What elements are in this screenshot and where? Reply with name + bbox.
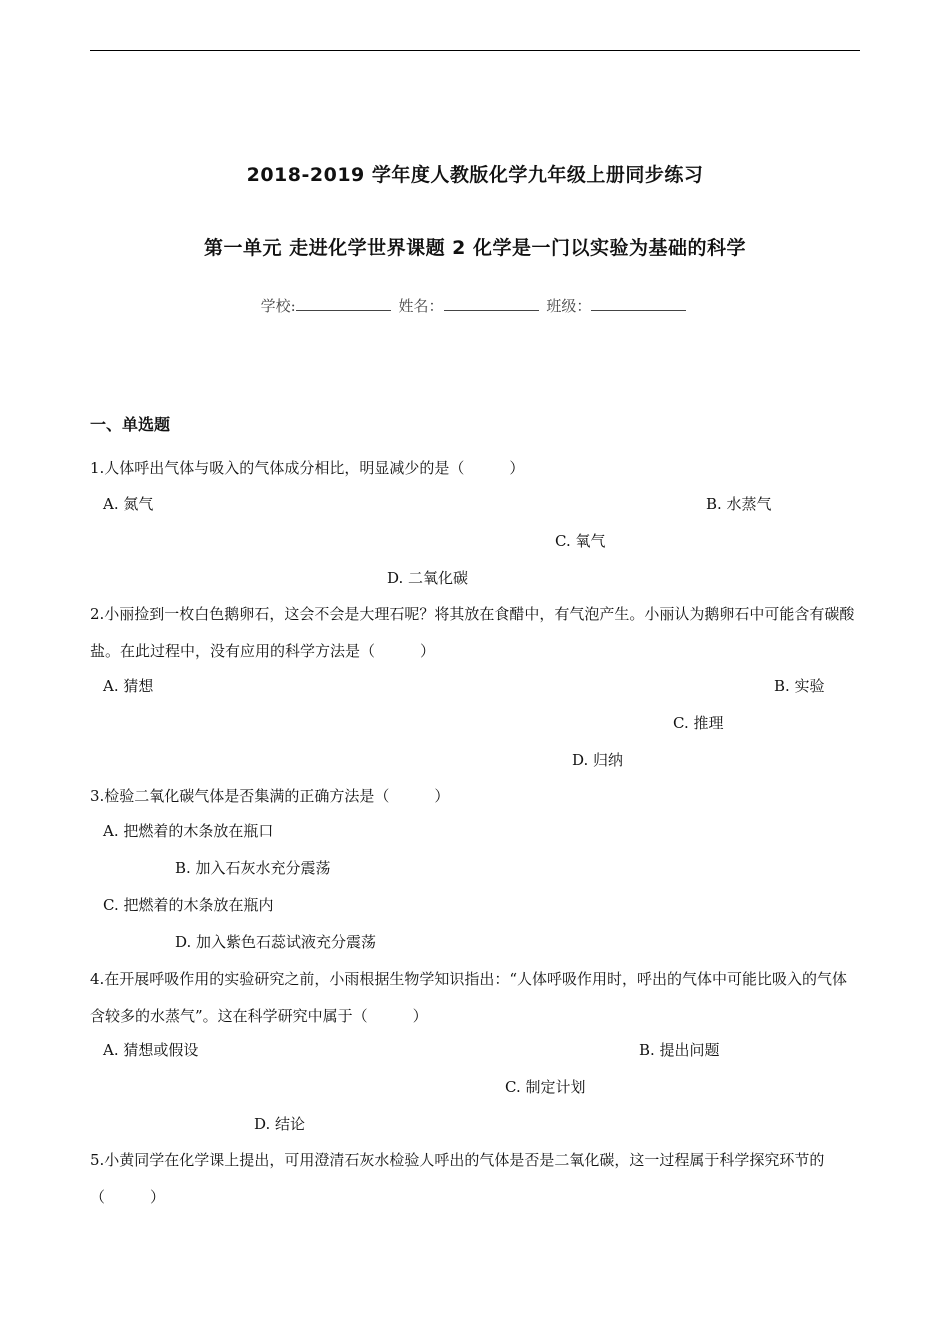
name-blank[interactable]	[444, 298, 539, 311]
question-5-stem: 5.小黄同学在化学课上提出，可用澄清石灰水检验人呼出的气体是否是二氧化碳，这一过程属于科学探究环节的（ ）	[90, 1151, 825, 1206]
question-2-stem: 2.小丽捡到一枚白色鹅卵石，这会不会是大理石呢？将其放在食醋中，有气泡产生。小丽认为鹅卵石中可能含有碳酸盐。在此过程中，没有应用的科学方法是（ ）	[90, 605, 855, 660]
page-subtitle: 第一单元 走进化学世界课题 2 化学是一门以实验为基础的科学	[203, 237, 747, 259]
question-3-stem: 3.检验二氧化碳气体是否集满的正确方法是（ ）	[90, 787, 450, 805]
page-title: 2018-2019 学年度人教版化学九年级上册同步练习	[246, 164, 704, 186]
question-3-option-c[interactable]: C. 把燃着的木条放在瓶内	[103, 896, 274, 914]
question-3-option-a[interactable]: A. 把燃着的木条放在瓶口	[103, 822, 274, 840]
question-3-option-b[interactable]: B. 加入石灰水充分震荡	[175, 859, 331, 877]
name-label: 姓名：	[398, 297, 444, 315]
question-1-option-a[interactable]: A. 氮气	[103, 495, 154, 513]
question-2-option-a[interactable]: A. 猜想	[103, 677, 154, 695]
question-2-option-b[interactable]: B. 实验	[774, 677, 825, 695]
class-blank[interactable]	[591, 298, 686, 311]
question-4-option-a[interactable]: A. 猜想或假设	[103, 1041, 199, 1059]
question-1-stem: 1.人体呼出气体与吸入的气体成分相比，明显减少的是（ ）	[90, 459, 525, 477]
section-title: 一、单选题	[90, 415, 171, 434]
question-1-option-c[interactable]: C. 氧气	[555, 532, 606, 550]
top-rule	[90, 50, 860, 51]
student-info-line	[0, 295, 950, 316]
school-blank[interactable]	[296, 298, 391, 311]
question-4-option-d[interactable]: D. 结论	[254, 1115, 306, 1133]
class-label: 班级：	[546, 297, 592, 315]
question-2-option-d[interactable]: D. 归纳	[572, 751, 624, 769]
question-1-option-b[interactable]: B. 水蒸气	[706, 495, 772, 513]
school-label: 学校:	[260, 297, 296, 315]
question-4-option-b[interactable]: B. 提出问题	[639, 1041, 720, 1059]
question-1-option-d[interactable]: D. 二氧化碳	[387, 569, 469, 587]
question-2-option-c[interactable]: C. 推理	[673, 714, 724, 732]
question-4-stem: 4.在开展呼吸作用的实验研究之前，小雨根据生物学知识指出：“人体呼吸作用时，呼出的气体中可能比吸入的气体含较多的水蒸气”。这在科学研究中属于（ ）	[90, 970, 847, 1025]
question-4-option-c[interactable]: C. 制定计划	[505, 1078, 586, 1096]
question-3-option-d[interactable]: D. 加入紫色石蕊试液充分震荡	[175, 933, 377, 951]
